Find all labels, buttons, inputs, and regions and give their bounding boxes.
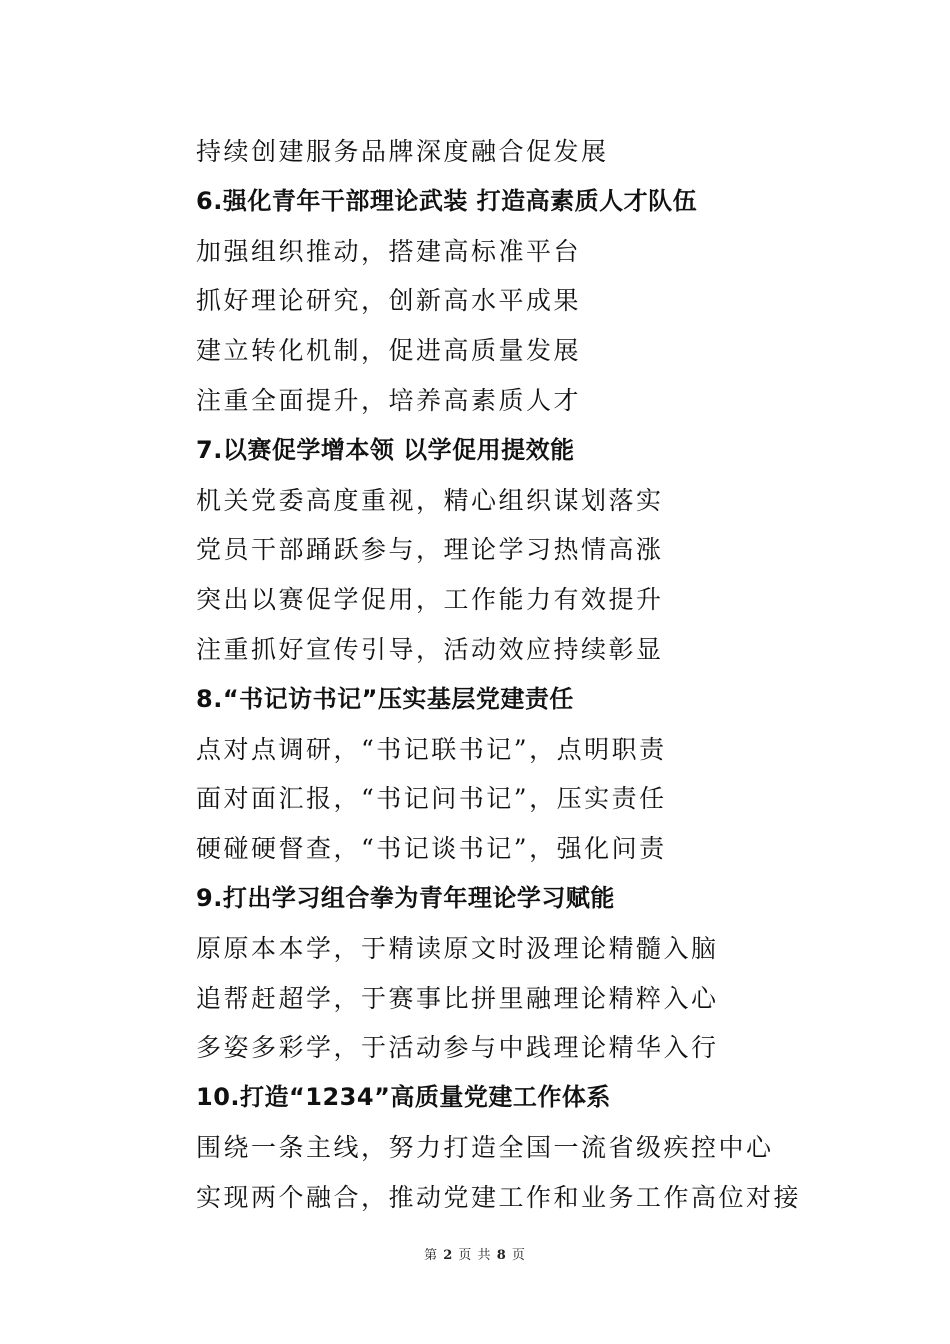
page-label-prefix: 第 xyxy=(424,1248,439,1263)
list-item: 突出以赛促学促用，工作能力有效提升 xyxy=(196,585,664,615)
list-item: 注重抓好宣传引导，活动效应持续彰显 xyxy=(196,634,664,664)
list-item: 面对面汇报，“书记问书记”，压实责任 xyxy=(196,784,667,814)
page-label-suffix: 页 xyxy=(511,1248,526,1263)
current-page-number: 2 xyxy=(443,1248,454,1263)
list-item: 注重全面提升，培养高素质人才 xyxy=(196,385,582,415)
list-item: 实现两个融合，推动党建工作和业务工作高位对接 xyxy=(196,1182,802,1212)
list-item: 追帮赶超学，于赛事比拼里融理论精粹入心 xyxy=(196,983,719,1013)
list-item: 多姿多彩学，于活动参与中践理论精华入行 xyxy=(196,1033,719,1063)
list-item: 建立转化机制，促进高质量发展 xyxy=(196,336,582,366)
document-body xyxy=(196,127,836,1223)
section-heading: 8.“书记访书记”压实基层党建责任 xyxy=(196,684,574,713)
list-item: 点对点调研，“书记联书记”，点明职责 xyxy=(196,734,667,764)
section-heading: 6.强化青年干部理论武装 打造高素质人才队伍 xyxy=(196,186,698,215)
page-footer xyxy=(0,1244,950,1263)
list-item: 抓好理论研究，创新高水平成果 xyxy=(196,286,582,316)
section-heading: 7.以赛促学增本领 以学促用提效能 xyxy=(196,435,575,464)
list-item: 加强组织推动，搭建高标准平台 xyxy=(196,236,582,266)
section-heading: 9.打出学习组合拳为青年理论学习赋能 xyxy=(196,883,615,912)
page-label-middle: 页 共 xyxy=(458,1248,492,1263)
section-heading: 10.打造“1234”高质量党建工作体系 xyxy=(196,1083,611,1112)
list-item: 围绕一条主线，努力打造全国一流省级疾控中心 xyxy=(196,1132,774,1162)
total-pages-number: 8 xyxy=(496,1248,507,1263)
list-item: 硬碰硬督查，“书记谈书记”，强化问责 xyxy=(196,834,667,864)
list-item: 原原本本学，于精读原文时汲理论精髓入脑 xyxy=(196,933,719,963)
list-item: 党员干部踊跃参与，理论学习热情高涨 xyxy=(196,535,664,565)
list-item: 持续创建服务品牌深度融合促发展 xyxy=(196,137,609,166)
list-item: 机关党委高度重视，精心组织谋划落实 xyxy=(196,485,664,515)
